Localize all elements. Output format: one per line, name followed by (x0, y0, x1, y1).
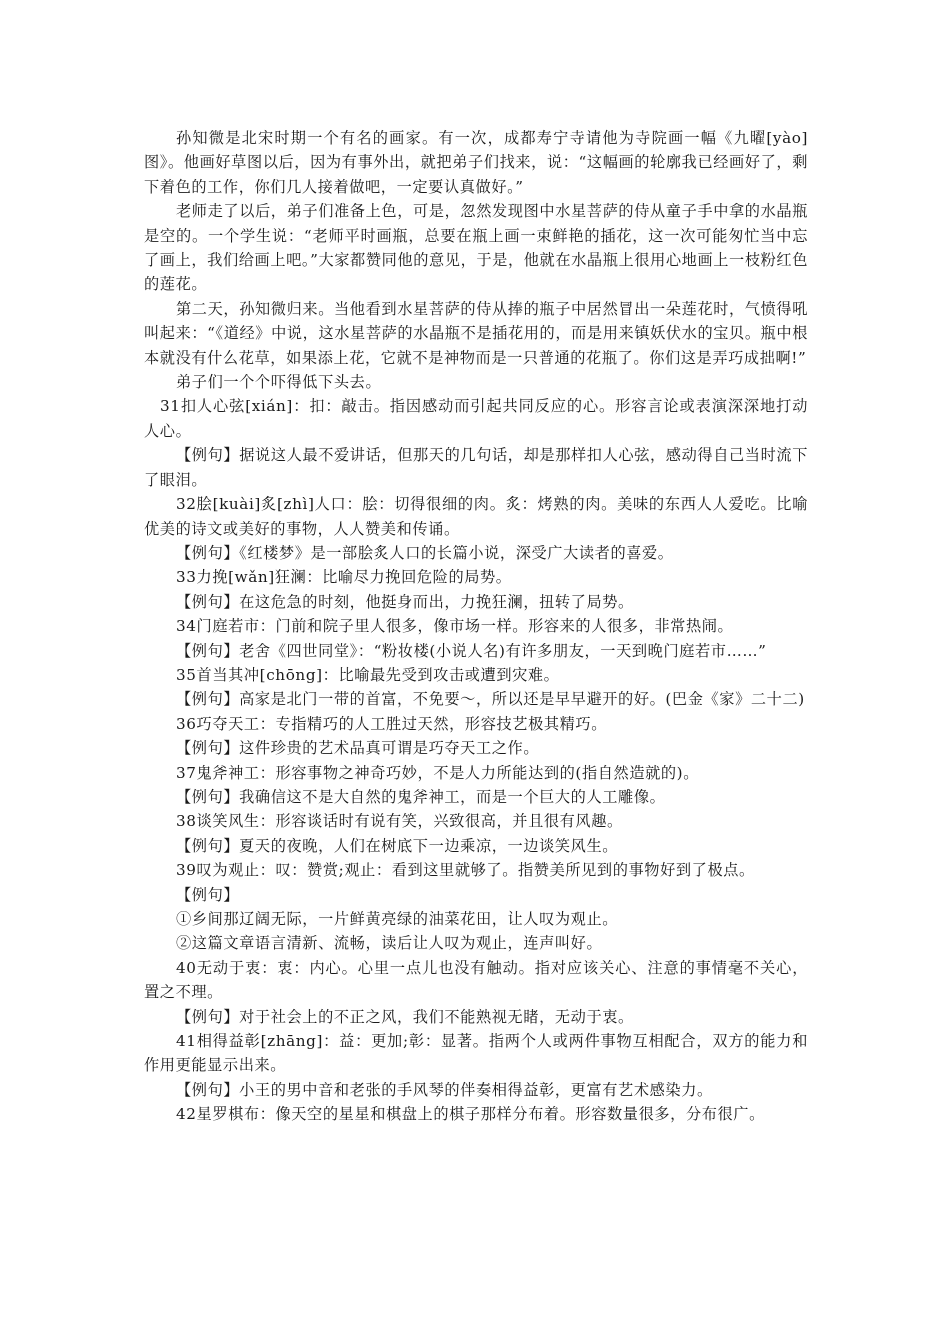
paragraph: 32脍[kuài]炙[zhì]人口：脍：切得很细的肉。炙：烤熟的肉。美味的东西人人爱吃。比喻优美的诗文或美好的事物，人人赞美和传诵。 (144, 495, 808, 538)
paragraph: 【例句】 (176, 885, 240, 904)
paragraph: ②这篇文章语言清新、流畅，读后让人叹为观止，连声叫好。 (176, 934, 603, 953)
paragraph: ①乡间那辽阔无际，一片鲜黄亮绿的油菜花田，让人叹为观止。 (176, 910, 619, 928)
paragraph: 36巧夺天工：专指精巧的人工胜过天然，形容技艺极其精巧。 (176, 714, 608, 733)
paragraph: 老师走了以后，弟子们准备上色，可是，忽然发现图中水星菩萨的侍从童子手中拿的水晶瓶是空的。一个学生说：“老师平时画瓶，总要在瓶上画一束鲜艳的插花，这一次可能匆忙当中忘了画上，我们给画上吧。”大家都赞同他的意见，于是，他就在水晶瓶上很用心地画上一枝粉红色的莲花。 (144, 202, 808, 294)
paragraph: 【例句】对于社会上的不正之风，我们不能熟视无睹，无动于衷。 (176, 1007, 634, 1026)
paragraph: 40无动于衷：衷：内心。心里一点儿也没有触动。指对应该关心、注意的事情毫不关心，置之不理。 (144, 958, 808, 1002)
paragraph: 38谈笑风生：形容谈话时有说有笑，兴致很高，并且很有风趣。 (176, 812, 623, 831)
paragraph: 39叹为观止：叹：赞赏;观止：看到这里就够了。指赞美所见到的事物好到了极点。 (176, 861, 755, 880)
paragraph: 【例句】在这危急的时刻，他挺身而出，力挽狂澜，扭转了局势。 (176, 592, 634, 611)
paragraph: 【例句】我确信这不是大自然的鬼斧神工，而是一个巨大的人工雕像。 (176, 787, 666, 806)
paragraph: 【例句】夏天的夜晚，人们在树底下一边乘凉，一边谈笑风生。 (176, 836, 619, 855)
paragraph: 【例句】《红楼梦》是一部脍炙人口的长篇小说，深受广大读者的喜爱。 (176, 543, 674, 562)
paragraph: 【例句】据说这人最不爱讲话，但那天的几句话，却是那样扣人心弦，感动得自己当时流下了眼泪。 (144, 446, 808, 489)
paragraph: 【例句】这件珍贵的艺术品真可谓是巧夺天工之作。 (176, 739, 540, 758)
paragraph: 35首当其冲[chōng]：比喻最先受到攻击或遭到灾难。 (176, 665, 560, 684)
paragraph: 孙知微是北宋时期一个有名的画家。有一次，成都寿宁寺请他为寺院画一幅《九曜[yào]图》。他画好草图以后，因为有事外出，就把弟子们找来，说：“这幅画的轮廓我已经画好了，剩下着色的工作，你们几人接着做吧，一定要认真做好。” (144, 129, 808, 196)
paragraph: 41相得益彰[zhāng]：益：更加;彰：显著。指两个人或两件事物互相配合，双方的能力和作用更能显示出来。 (144, 1032, 808, 1075)
paragraph: 第二天，孙知微归来。当他看到水星菩萨的侍从捧的瓶子中居然冒出一朵莲花时，气愤得吼叫起来：“《道经》中说，这水星菩萨的水晶瓶不是插花用的，而是用来镇妖伏水的宝贝。瓶中根本就没有什么花草，如果添上花，它就不是神物而是一只普通的花瓶了。你们这是弄巧成拙啊!” (144, 299, 808, 367)
paragraph: 33力挽[wǎn]狂澜：比喻尽力挽回危险的局势。 (176, 568, 512, 587)
paragraph: 【例句】高家是北门一带的首富，不免要～，所以还是早早避开的好。(巴金《家》二十二) (176, 690, 805, 709)
paragraph: 37鬼斧神工：形容事物之神奇巧妙，不是人力所能达到的(指自然造就的)。 (176, 763, 699, 782)
paragraph: 【例句】老舍《四世同堂》：“粉妆楼(小说人名)有许多朋友，一天到晚门庭若市……” (176, 641, 767, 660)
paragraph: 31扣人心弦[xián]：扣：敲击。指因感动而引起共同反应的心。形容言论或表演深深地打动人心。 (144, 397, 808, 440)
paragraph: 42星罗棋布：像天空的星星和棋盘上的棋子那样分布着。形容数量很多，分布很广。 (176, 1105, 765, 1124)
paragraph: 34门庭若市：门前和院子里人很多，像市场一样。形容来的人很多，非常热闹。 (176, 617, 734, 636)
paragraph: 【例句】小王的男中音和老张的手风琴的伴奏相得益彰，更富有艺术感染力。 (176, 1080, 713, 1099)
document-body (144, 126, 808, 1127)
paragraph: 弟子们一个个吓得低下头去。 (176, 373, 382, 392)
